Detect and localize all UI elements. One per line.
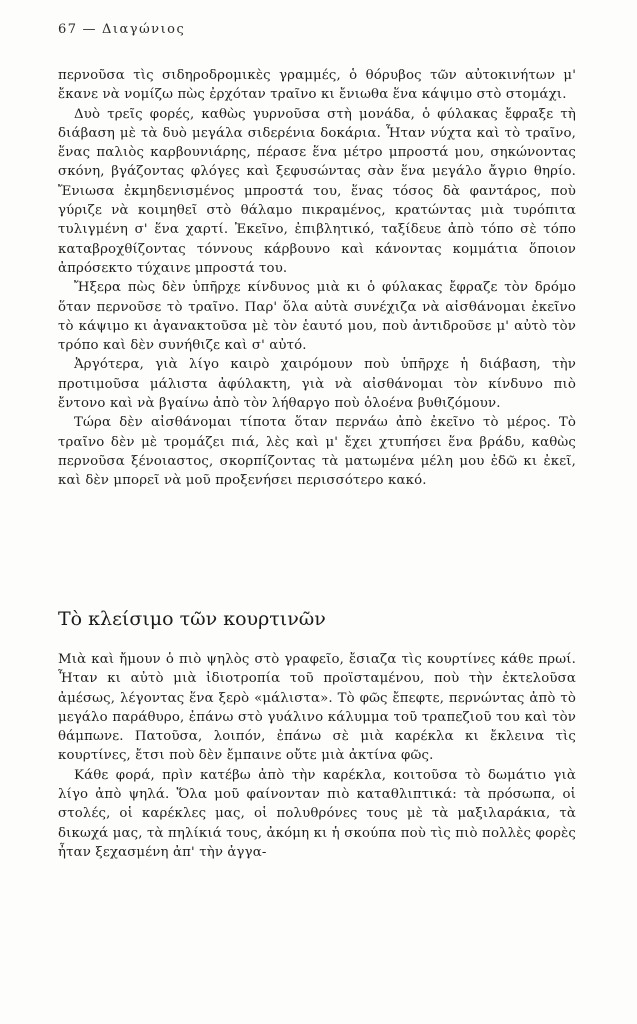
text-block-new-section (58, 650, 576, 862)
paragraph: Δυὸ τρεῖς φορές, καθὼς γυρνοῦσα στὴ μονάδα, ὁ φύλακας ἔφραξε τὴ διάβαση μὲ τὰ δυὸ μεγάλα σιδερένια δοκάρια. Ἦταν νύχτα καὶ τὸ τραῖνο, ἕνας παλιὸς καρβουνιάρης, πέρασε ἕνα μέτρο μπροστά μου, σηκώνοντας σκόνη, βγάζοντας φλόγες καὶ ξεφυσώντας σὰν ἕνα μεγάλο ἄγριο θηρίο. Ἔνιωσα ἐκμηδενισμένος μπροστά του, ἕνας τόσος δὰ φαντάρος, ποὺ γύριζε νὰ κοιμηθεῖ στὸ θάλαμο πικραμένος, κρατώντας μιὰ τυρόπιτα τυλιγμένη σ' ἕνα χαρτί. Ἐκεῖνο, ἐπιβλητικό, ταξίδευε ἀπὸ τόπο σὲ τόπο καταβροχθίζοντας τόννους κάρβουνο καὶ κάνοντας κομμάτια ὅποιον ἀπρόσεκτο τύχαινε μπροστά του. (58, 106, 576, 276)
text-block-continued (58, 66, 576, 491)
paragraph: Μιὰ καὶ ἤμουν ὁ πιὸ ψηλὸς στὸ γραφεῖο, ἔσιαζα τὶς κουρτίνες κάθε πρωί. Ἦταν κι αὐτὸ μιὰ ἰδιοτροπία τοῦ προϊσταμένου, ποὺ τὴν ἐκτελοῦσα ἀμέσως, λέγοντας ἕνα ξερὸ «μάλιστα». Τὸ φῶς ἔπεφτε, περνώντας ἀπὸ τὸ μεγάλο παράθυρο, ἐπάνω στὸ γυάλινο κάλυμμα τοῦ τραπεζιοῦ του καὶ τὸν θάμπωνε. Πατοῦσα, λοιπόν, ἐπάνω σὲ μιὰ καρέκλα κι ἔκλεινα τὶς κουρτίνες, ἔτσι ποὺ δὲν ἔμπαινε οὔτε μιὰ ἀκτίνα φῶς. (58, 652, 576, 764)
paragraph: περνοῦσα τὶς σιδηροδρομικὲς γραμμές, ὁ θόρυβος τῶν αὐτοκινήτων μ' ἔκανε νὰ νομίζω πὼς ἐρχόταν τραῖνο κι ἔνιωθα ἕνα κάψιμο στὸ στομάχι. (58, 68, 576, 103)
book-title: Διαγώνιος (102, 22, 186, 37)
paragraph: Τώρα δὲν αἰσθάνομαι τίποτα ὅταν περνάω ἀπὸ ἐκεῖνο τὸ μέρος. Τὸ τραῖνο δὲν μὲ τρομάζει πιά, λὲς καὶ μ' ἔχει χτυπήσει ἕνα βράδυ, καθὼς περνοῦσα ξένοιαστος, σκορπίζοντας τὰ ματωμένα μέλη μου ἐδῶ κι ἐκεῖ, καὶ δὲν μπορεῖ νὰ μοῦ προξενήσει περισσότερο κακό. (58, 415, 576, 489)
paragraph: Κάθε φορά, πρὶν κατέβω ἀπὸ τὴν καρέκλα, κοιτοῦσα τὸ δωμάτιο γιὰ λίγο ἀπὸ ψηλά. Ὅλα μοῦ φαίνονταν πιὸ καταθλιπτικά: τὰ πρόσωπα, οἱ στολές, οἱ καρέκλες μας, οἱ πολυθρόνες τους μὲ τὰ μαξιλαράκια, τὰ δικωχά μας, τὰ πηλίκιά τους, ἀκόμη κι ἡ σκούπα ποὺ τὶς πιὸ πολλὲς φορὲς ἦταν ξεχασμένη ἀπ' τὴν ἀγγα- (58, 767, 576, 860)
page-number: 67 (58, 22, 78, 37)
paragraph: Ἤξερα πὼς δὲν ὑπῆρχε κίνδυνος μιὰ κι ὁ φύλακας ἔφραζε τὸν δρόμο ὅταν περνοῦσε τὸ τραῖνο. Παρ' ὅλα αὐτὰ συνέχιζα νὰ αἰσθάνομαι ἐκεῖνο τὸ κάψιμο κι ἀγανακτοῦσα μὲ τὸν ἑαυτό μου, ποὺ ἀντιδροῦσε μ' αὐτὸ τὸν τρόπο καὶ δὲν συνήθιζε καὶ σ' αὐτό. (58, 280, 576, 354)
paragraph: Ἀργότερα, γιὰ λίγο καιρὸ χαιρόμουν ποὺ ὑπῆρχε ἡ διάβαση, τὴν προτιμοῦσα μάλιστα ἀφύλακτη, γιὰ νὰ αἰσθάνομαι τὸν κίνδυνο πιὸ ἔντονο καὶ νὰ βγαίνω ἀπὸ τὸν λήθαργο ποὺ ὁλοένα βυθιζόμουν. (58, 357, 576, 412)
header-separator: — (82, 22, 98, 37)
section-heading: Τὸ κλείσιμο τῶν κουρτινῶν (58, 608, 326, 630)
running-header (58, 22, 185, 37)
